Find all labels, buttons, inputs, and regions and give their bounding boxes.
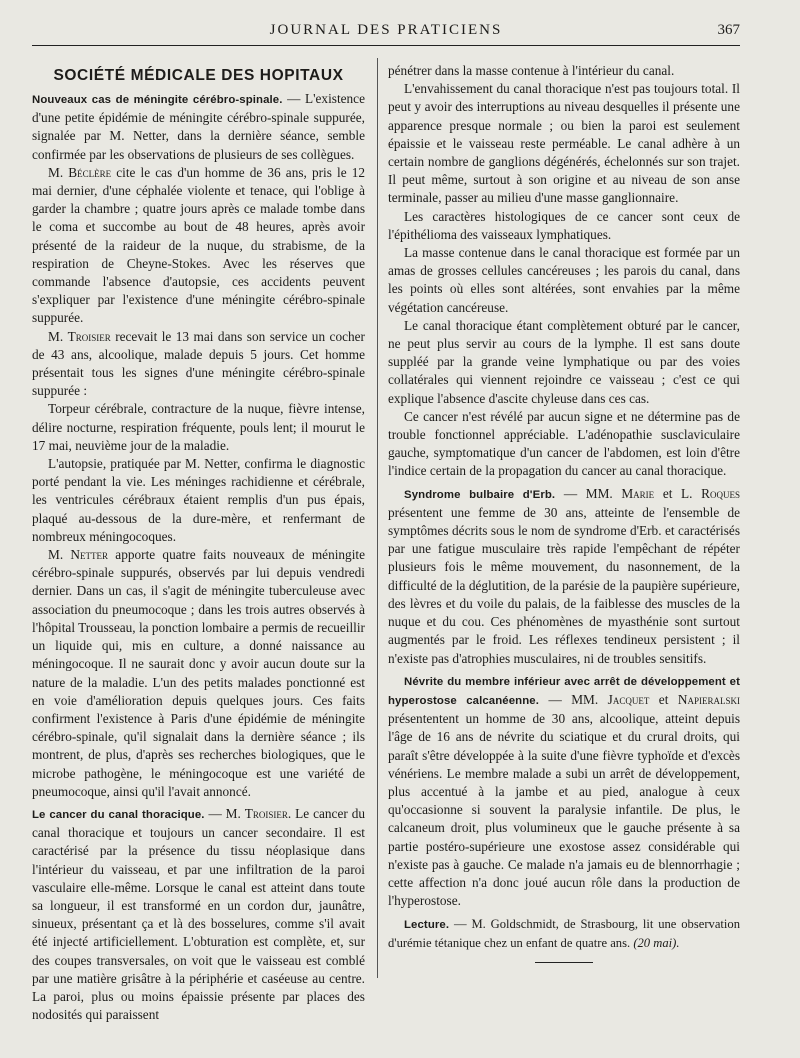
paragraph-continuation: pénétrer dans la masse contenue à l'intérieur du canal.	[388, 63, 675, 78]
subheading-cancer-canal: Le cancer du canal thoracique.	[32, 808, 205, 821]
paragraph-lecture: Lecture. — M. Goldschmidt, de Strasbourg, lit une observation d'urémie tétanique chez un enfant de quatre ans. (20 mai).	[388, 917, 740, 950]
subheading-syndrome-erb: Syndrome bulbaire d'Erb.	[404, 488, 556, 501]
left-column	[32, 62, 365, 1024]
paragraph-obturation: Le canal thoracique étant complètement obturé par le cancer, ne peut plus servir au cours de la lymphe. Il est sans doute suppléé par la grande veine lymphatique ou par des voies collatérales qui viennent rejoindre ce vaisseau ; c'est ce qui explique l'absence d'ascite chyleuse dans ces cas.	[388, 317, 740, 406]
paragraph-meningite: Nouveaux cas de méningite cérébro-spinale. — L'existence d'une petite épidémie de méningite cérébro-spinale suppurée, signalée par M. Netter, dans la dernière séance, semble confirmée par les observations de plusieurs de ses collègues.	[32, 91, 365, 162]
author-name: Troisier	[67, 328, 111, 344]
paragraph-histologie: Les caractères histologiques de ce cancer sont ceux de l'épithélioma des vaisseaux lymphatiques.	[388, 208, 740, 242]
author-name: Troisier	[244, 805, 288, 821]
subheading-meningite: Nouveaux cas de méningite cérébro-spinale.	[32, 94, 283, 106]
paragraph-masse: La masse contenue dans le canal thoracique est formée par un amas de grosses cellules cancéreuses ; les parois du canal, dans les points où elles sont altérées, sont envahies par la même végétation cancéreuse.	[388, 245, 740, 315]
section-title: SOCIÉTÉ MÉDICALE DES HOPITAUX	[53, 67, 344, 84]
author-name: Marie	[621, 485, 655, 501]
author-name: Napieralski	[677, 691, 740, 707]
subheading-lecture: Lecture.	[404, 919, 450, 932]
paragraph-troisier-case: M. Troisier recevait le 13 mai dans son service un cocher de 43 ans, alcoolique, malade depuis 5 jours. Cet homme présentait tous les signes d'une méningite cérébro-spinale suppurée :	[32, 328, 365, 399]
author-name: Béclère	[68, 164, 112, 180]
paragraph-envahissement: L'envahissement du canal thoracique n'est pas toujours total. Il peut y avoir des interruptions au niveau desquelles il présente une apparence presque normale ; ou bien la paroi est seulement épaissie et le vaisseau reste perméable. Le canal adhère à un certain nombre de ganglions dégénérés, échelonnés sur son trajet. Il peut même, surtout à son origine et au niveau de son anse terminale, passer au milieu d'une masse ganglionnaire.	[388, 81, 740, 206]
paragraph-beclere: M. Béclère cite le cas d'un homme de 36 ans, pris le 12 mai dernier, d'une céphalée violente et tenace, qui l'oblige à garder la chambre ; quatre jours après ce malade tombe dans le coma et succombe au bout de 48 heures, après avoir présenté de la raideur de la nuque, du strabisme, de la respiration de Cheyne-Stokes. Avec les réserves que commande l'absence d'autopsie, ces accidents peuvent s'expliquer par l'existence d'une méningite cérébro-spinale suppurée.	[32, 164, 365, 326]
right-column	[388, 62, 740, 963]
page-header	[32, 20, 740, 44]
paragraph-syndrome-erb: Syndrome bulbaire d'Erb. — MM. Marie et L. Roques présentent une femme de 30 ans, atteinte de l'ensemble de symptômes décrits sous le nom de syndrome d'Erb. et caractérisés par une fatigue musculaire très rapide l'empêchant de répéter plusieurs fois le même mouvement, du nasonnement, de la difficulté de la déglutition, de la parésie de la paupière supérieure, des lèvres et du voile du palais, de la faiblesse des muscles de la nuque et du cou. Ces phénomènes de myasthénie sont surtout augmentés par le froid. Les réflexes tendineux persistent ; il n'existe pas d'atrophies musculaires, ni de troubles sensitifs.	[388, 485, 741, 666]
author-name: Jacquet	[607, 691, 650, 707]
paragraph-netter: M. Netter apporte quatre faits nouveaux de méningite cérébro-spinale suppurés, observés par lui depuis vendredi dernier. Dans un cas, il s'agit de méningite tuberculeuse avec association du pneumocoque ; dans les trois autres observés à l'hôpital Trousseau, la ponction lombaire a permis de recueillir un liquide qui, mis en culture, a donné naissance au méningocoque. Il ne saurait donc y avoir aucun doute sur la nature de la maladie. L'un des petits malades ponctionné est en voie d'amélioration depuis quelques jours. Ces faits confirment l'existence à Paris d'une épidémie de méningite cérébro-spinale, qu'il signalait dans la dernière séance ; ils montrent, de plus, d'après ses recherches biologiques, que le microbe pathogène, le méningocoque est une variété de pneumocoque, ainsi qu'il l'avait annoncé.	[32, 547, 365, 799]
column-divider	[377, 58, 378, 978]
paragraph-symptoms: Torpeur cérébrale, contracture de la nuque, fièvre intense, délire nocturne, respiration fréquente, pouls lent; il mourut le 17 mai, neuvième jour de la maladie.	[32, 401, 365, 453]
header-rule	[32, 45, 740, 46]
paragraph-nevrite: Névrite du membre inférieur avec arrêt de développement et hyperostose calcanéenne. — MM. Jacquet et Napieralski présententent un homme de 30 ans, alcoolique, atteint depuis l'âge de 16 ans de névrite du sciatique et du crural droits, qui paraît s'être développée à la suite d'une fièvre typhoïde et d'excès vénériens. Le membre malade a subi un arrêt de développement, plus accentué à la jambe et au pied, analogue à ceux qu'occasionne si souvent la paralysie infantile. De plus, le calcaneum droit, plus volumineux que le gauche présente à sa partie postéro-supérieure une exostose assez considérable qui n'existe pas à gauche. Ce malade n'a jamais eu de blennorrhagie ; cette affection n'a donc joué aucun rôle dans la production de l'hyperostose.	[388, 675, 740, 909]
page-number: 367	[717, 22, 740, 38]
paragraph-cancer-canal: Le cancer du canal thoracique. — M. Troisier. Le cancer du canal thoracique et toujours un cancer secondaire. Il est caractérisé par la présence du tissu néoplasique dans l'intérieur du vaisseau, et par une infiltration de la paroi vasculaire elle-même. Lorsque le canal est atteint dans toute sa longueur, il est transformé en un cordon dur, jaunâtre, sinueux, présentant ça et là des bosselures, comme s'il avait été injecté artificiellement. L'obturation est complète, et, sur des coupes transversales, on voit que le vaisseau est comblé par une matière grisâtre à la périphérie et caséeuse au centre. La paroi, plus ou moins épaissie présente par places des nodosités qui paraissent	[32, 805, 365, 1023]
running-title: JOURNAL DES PRATICIENS	[269, 22, 503, 38]
author-name: Netter	[70, 547, 109, 563]
session-date: (20 mai).	[633, 935, 680, 950]
paragraph-signes: Ce cancer n'est révélé par aucun signe et ne détermine pas de trouble fonctionnel appréciable. L'adénopathie susclaviculaire gauche, symptomatique d'un cancer de l'abdomen, est loin d'être l'indice certain de la propagation du cancer au canal thoracique.	[388, 408, 740, 479]
paragraph-autopsy: L'autopsie, pratiquée par M. Netter, confirma le diagnostic porté pendant la vie. Les méninges rachidienne et cérébrale, les ventricules cérébraux étaient remplis d'un pus épais, plaqué au-dessous de la dure-mère, et renfermant de nombreux méningocoques.	[32, 456, 365, 544]
author-name: Roques	[701, 485, 741, 501]
subheading-nevrite: Névrite du membre inférieur avec arrêt de développement et hyperostose calcanéenne.	[388, 675, 740, 707]
end-rule	[535, 962, 593, 963]
